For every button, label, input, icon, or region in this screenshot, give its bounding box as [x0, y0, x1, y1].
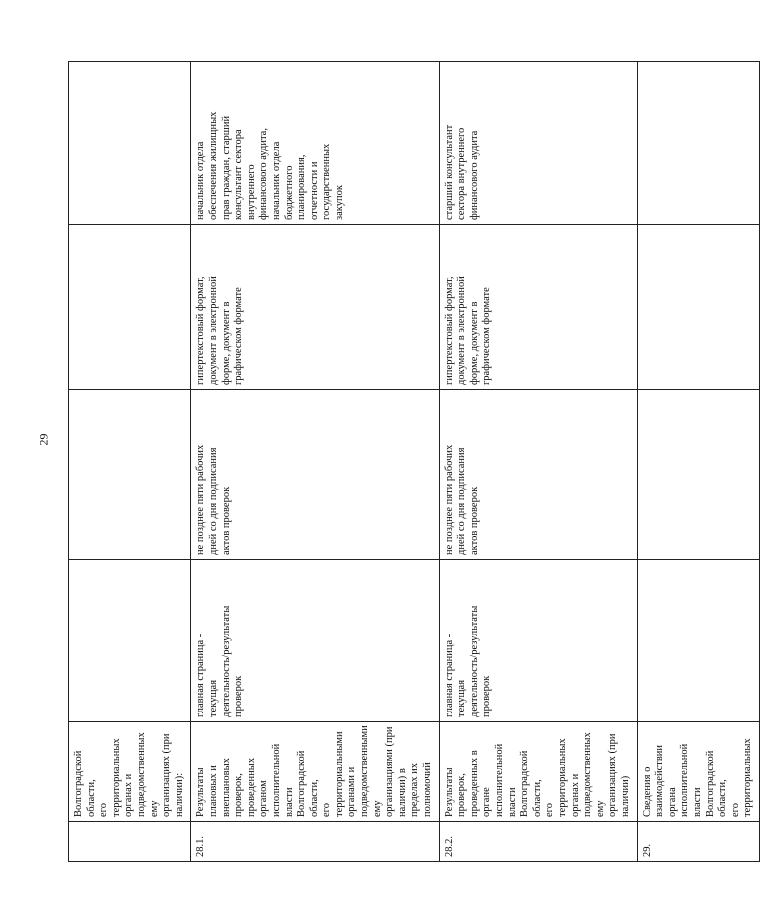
- table-row: [191, 62, 439, 862]
- format-cell: [637, 225, 759, 390]
- item-number-cell: 28.2.: [439, 822, 637, 862]
- publication-term-cell: [637, 390, 759, 560]
- document-sheet: [68, 62, 754, 862]
- page-number: 29: [36, 433, 51, 446]
- format-cell: гипертекстовый формат, документ в электронной форме, документ в графическом формате: [191, 225, 439, 390]
- table-row: [439, 62, 637, 862]
- format-cell: гипертекстовый формат, документ в электронной форме, документ в графическом формате: [439, 225, 637, 390]
- info-name-cell: Результаты плановых и внеплановых проверок, проведенных органом исполнительной власти Волгоградской области, его территориальными органами и подведомственными ему организациями (при наличии) в пределах их полномочий: [191, 722, 439, 822]
- info-name-cell: Волгоградской области, его территориальных органах и подведомственных ему организациях (при наличии):: [69, 722, 191, 822]
- format-cell: [69, 225, 191, 390]
- info-name-cell: Результаты проверок, проведенных в органе исполнительной власти Волгоградской области, его территориальных органах и подведомственных ему организациях (при наличии): [439, 722, 637, 822]
- responsible-cell: начальник отдела обеспечения жилищных прав граждан, старший консультант сектора внутреннего финансового аудита, начальник отдела бюджетного планирования, отчетности и государственных закупок: [191, 62, 439, 225]
- responsible-cell: старший консультант сектора внутреннего финансового аудита: [439, 62, 637, 225]
- item-number-cell: 29.: [637, 822, 759, 862]
- item-number-cell: [69, 822, 191, 862]
- responsible-cell: [637, 62, 759, 225]
- table-row: [637, 62, 759, 862]
- site-section-cell: [69, 560, 191, 722]
- publication-term-cell: не позднее пяти рабочих дней со дня подписания актов проверок: [191, 390, 439, 560]
- information-table: [68, 61, 760, 862]
- site-section-cell: главная страница - текущая деятельность/результаты проверок: [439, 560, 637, 722]
- publication-term-cell: не позднее пяти рабочих дней со дня подписания актов проверок: [439, 390, 637, 560]
- info-name-cell: Сведения о взаимодействии органа исполнительной власти Волгоградской области, его территориальных: [637, 722, 759, 822]
- site-section-cell: [637, 560, 759, 722]
- table-row: [69, 62, 191, 862]
- publication-term-cell: [69, 390, 191, 560]
- item-number-cell: 28.1.: [191, 822, 439, 862]
- site-section-cell: главная страница - текущая деятельность/результаты проверок: [191, 560, 439, 722]
- responsible-cell: [69, 62, 191, 225]
